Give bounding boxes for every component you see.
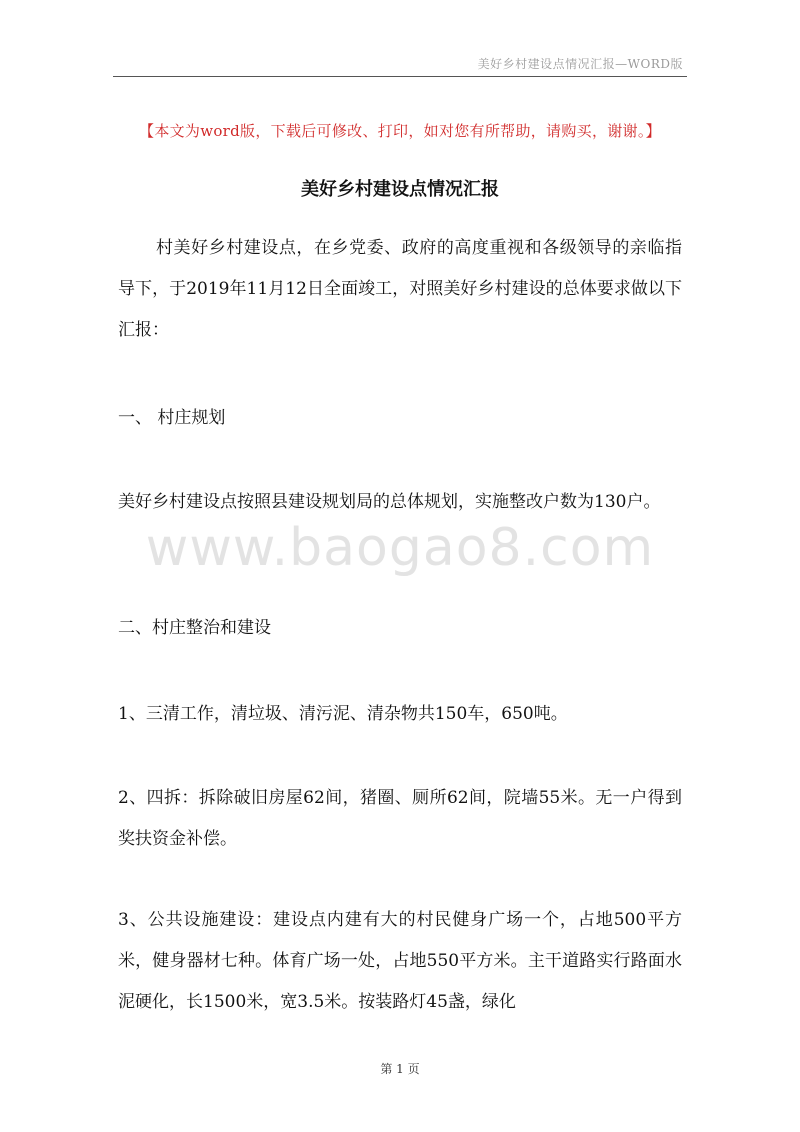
section1-body: 美好乡村建设点按照县建设规划局的总体规划，实施整改户数为130户。: [118, 492, 661, 512]
intro-paragraph: 村美好乡村建设点，在乡党委、政府的高度重视和各级领导的亲临指导下，于2019年11月12日全面竣工，对照美好乡村建设的总体要求做以下汇报：: [118, 238, 682, 340]
header-divider: [113, 76, 687, 77]
section1-heading: 一、 村庄规划: [118, 408, 226, 428]
header-title: 美好乡村建设点情况汇报—WORD版: [477, 57, 683, 71]
section2-heading: 二、村庄整治和建设: [118, 618, 271, 638]
list-item-1: 1、三清工作，清垃圾、清污泥、清杂物共150车，650吨。: [118, 704, 568, 724]
page-number: 第 1 页: [380, 1062, 420, 1076]
download-notice: 【本文为word版，下载后可修改、打印，如对您有所帮助，请购买，谢谢。】: [139, 122, 661, 140]
watermark: www.baogao8.com: [145, 518, 655, 578]
list-item-3: 3、公共设施建设：建设点内建有大的村民健身广场一个，占地500平方米，健身器材七种。体育广场一处，占地550平方米。主干道路实行路面水泥硬化，长1500米，宽3.5米。按装路灯45盏，绿化: [118, 910, 682, 1012]
document-title: 美好乡村建设点情况汇报: [301, 179, 499, 200]
list-item-2: 2、四拆：拆除破旧房屋62间，猪圈、厕所62间，院墙55米。无一户得到奖扶资金补偿。: [118, 788, 682, 849]
